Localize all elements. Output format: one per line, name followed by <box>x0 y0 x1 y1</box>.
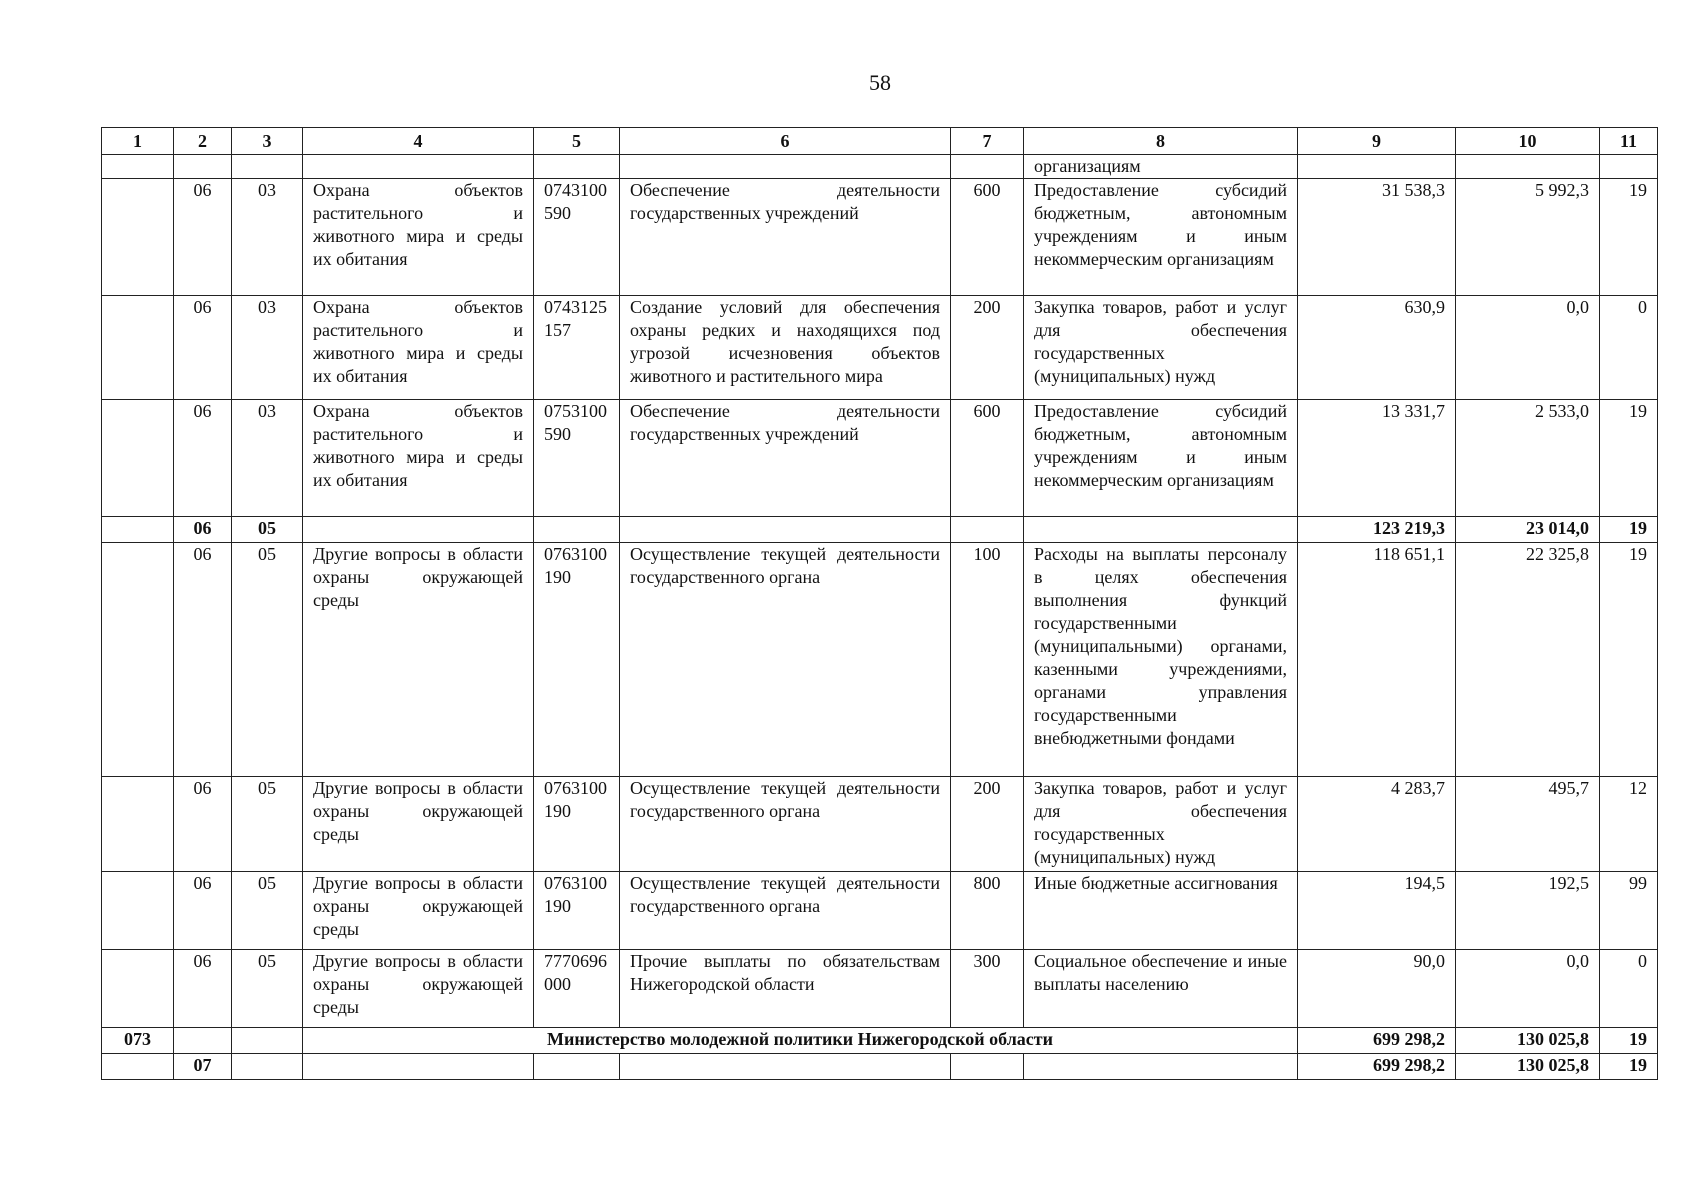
table-row <box>102 777 1658 872</box>
table-row <box>102 872 1658 950</box>
cell-subsection-name <box>303 517 534 543</box>
cell-subsection-name: Охрана объектов растительного и животного мира и среды их обитания <box>303 179 534 296</box>
cell-expense-name: Закупка товаров, работ и услуг для обеспечения государственных (муниципальных) нужд <box>1024 777 1298 872</box>
cell-subsection-name <box>303 1054 534 1080</box>
cell-subsection-name: Другие вопросы в области охраны окружающей среды <box>303 777 534 872</box>
cell-plan: 699 298,2 <box>1298 1054 1456 1080</box>
cell-plan: 4 283,7 <box>1298 777 1456 872</box>
col-header-6: 6 <box>620 128 951 155</box>
cell-expense-name: Иные бюджетные ассигнования <box>1024 872 1298 950</box>
cell-expense-name: Предоставление субсидий бюджетным, автономным учреждениям и иным некоммерческим организациям <box>1024 179 1298 296</box>
cell-actual <box>1456 155 1600 179</box>
cell-plan: 118 651,1 <box>1298 543 1456 777</box>
col-header-9: 9 <box>1298 128 1456 155</box>
cell-plan: 13 331,7 <box>1298 400 1456 517</box>
cell-section: 06 <box>174 777 232 872</box>
cell-percent: 0 <box>1600 950 1658 1028</box>
cell-target-code: 7770696000 <box>534 950 620 1028</box>
cell-subsection <box>232 1054 303 1080</box>
col-header-10: 10 <box>1456 128 1600 155</box>
cell-admin-code <box>102 950 174 1028</box>
cell-admin-code <box>102 543 174 777</box>
cell-section: 06 <box>174 179 232 296</box>
cell-subsection <box>232 1028 303 1054</box>
cell-subsection-name: Другие вопросы в области охраны окружающей среды <box>303 950 534 1028</box>
cell-section: 06 <box>174 400 232 517</box>
cell-expense-type: 300 <box>951 950 1024 1028</box>
cell-subsection: 03 <box>232 400 303 517</box>
cell-admin-code <box>102 1054 174 1080</box>
cell-subsection: 03 <box>232 296 303 400</box>
cell-section <box>174 1028 232 1054</box>
section-row <box>102 1054 1658 1080</box>
cell-admin-code <box>102 777 174 872</box>
cell-percent: 12 <box>1600 777 1658 872</box>
cell-percent: 19 <box>1600 543 1658 777</box>
cell-actual: 192,5 <box>1456 872 1600 950</box>
cell-subsection: 05 <box>232 950 303 1028</box>
col-header-11: 11 <box>1600 128 1658 155</box>
page-number: 58 <box>869 70 891 95</box>
cell-expense-name: Социальное обеспечение и иные выплаты населению <box>1024 950 1298 1028</box>
cell-actual: 130 025,8 <box>1456 1028 1600 1054</box>
cell-actual: 5 992,3 <box>1456 179 1600 296</box>
cell-expense-name: Закупка товаров, работ и услуг для обеспечения государственных (муниципальных) нужд <box>1024 296 1298 400</box>
cell-subsection-name: Другие вопросы в области охраны окружающей среды <box>303 872 534 950</box>
table-row <box>102 296 1658 400</box>
cell-subsection-name <box>303 155 534 179</box>
col-header-5: 5 <box>534 128 620 155</box>
col-header-8: 8 <box>1024 128 1298 155</box>
cell-section: 06 <box>174 517 232 543</box>
cell-target-name: Прочие выплаты по обязательствам Нижегородской области <box>620 950 951 1028</box>
cell-expense-type: 800 <box>951 872 1024 950</box>
cell-target-name: Обеспечение деятельности государственных учреждений <box>620 400 951 517</box>
cell-subsection-name: Охрана объектов растительного и животного мира и среды их обитания <box>303 296 534 400</box>
cell-plan: 123 219,3 <box>1298 517 1456 543</box>
cell-target-name: Осуществление текущей деятельности государственного органа <box>620 777 951 872</box>
cell-percent: 19 <box>1600 179 1658 296</box>
cell-actual: 23 014,0 <box>1456 517 1600 543</box>
cell-percent: 19 <box>1600 400 1658 517</box>
cell-subsection-name: Другие вопросы в области охраны окружающей среды <box>303 543 534 777</box>
cell-target-name <box>620 155 951 179</box>
cell-target-code: 0763100190 <box>534 777 620 872</box>
cell-section: 06 <box>174 872 232 950</box>
cell-expense-type: 600 <box>951 179 1024 296</box>
cell-expense-name: Расходы на выплаты персоналу в целях обеспечения выполнения функций государственными (муниципальными) органами, казенными учреждениями, органами управления государственными внебюджетными фондами <box>1024 543 1298 777</box>
col-header-1: 1 <box>102 128 174 155</box>
subtotal-row <box>102 517 1658 543</box>
cell-admin-code <box>102 872 174 950</box>
cell-actual: 130 025,8 <box>1456 1054 1600 1080</box>
cell-actual: 22 325,8 <box>1456 543 1600 777</box>
cell-plan: 90,0 <box>1298 950 1456 1028</box>
col-header-2: 2 <box>174 128 232 155</box>
cell-subsection-name: Охрана объектов растительного и животного мира и среды их обитания <box>303 400 534 517</box>
cell-admin-code <box>102 179 174 296</box>
cell-target-code: 0753100590 <box>534 400 620 517</box>
cell-target-name <box>620 517 951 543</box>
cell-target-name <box>620 1054 951 1080</box>
cell-percent: 19 <box>1600 1054 1658 1080</box>
cell-target-code: 0763100190 <box>534 872 620 950</box>
cell-target-name: Осуществление текущей деятельности государственного органа <box>620 872 951 950</box>
cell-actual: 0,0 <box>1456 296 1600 400</box>
cell-section <box>174 155 232 179</box>
table-row <box>102 179 1658 296</box>
table-row <box>102 155 1658 179</box>
cell-expense-name <box>1024 517 1298 543</box>
cell-subsection: 05 <box>232 872 303 950</box>
budget-table <box>101 127 1658 1080</box>
cell-admin-code: 073 <box>102 1028 174 1054</box>
table-row <box>102 950 1658 1028</box>
cell-expense-type <box>951 517 1024 543</box>
ministry-row <box>102 1028 1658 1054</box>
cell-admin-code <box>102 400 174 517</box>
cell-section: 06 <box>174 543 232 777</box>
cell-target-code <box>534 517 620 543</box>
cell-target-code <box>534 1054 620 1080</box>
cell-section: 06 <box>174 950 232 1028</box>
cell-plan <box>1298 155 1456 179</box>
cell-expense-name <box>1024 1054 1298 1080</box>
table-row <box>102 543 1658 777</box>
cell-actual: 2 533,0 <box>1456 400 1600 517</box>
cell-subsection: 03 <box>232 179 303 296</box>
col-header-4: 4 <box>303 128 534 155</box>
cell-expense-type: 600 <box>951 400 1024 517</box>
cell-target-code: 0763100190 <box>534 543 620 777</box>
ministry-title: Министерство молодежной политики Нижегородской области <box>303 1028 1298 1054</box>
cell-expense-type: 200 <box>951 296 1024 400</box>
cell-expense-type: 200 <box>951 777 1024 872</box>
cell-subsection: 05 <box>232 543 303 777</box>
cell-percent: 19 <box>1600 1028 1658 1054</box>
cell-percent <box>1600 155 1658 179</box>
cell-expense-type: 100 <box>951 543 1024 777</box>
cell-admin-code <box>102 517 174 543</box>
cell-target-name: Обеспечение деятельности государственных учреждений <box>620 179 951 296</box>
cell-percent: 99 <box>1600 872 1658 950</box>
cell-actual: 0,0 <box>1456 950 1600 1028</box>
cell-target-code <box>534 155 620 179</box>
cell-section: 06 <box>174 296 232 400</box>
cell-plan: 194,5 <box>1298 872 1456 950</box>
table-row <box>102 400 1658 517</box>
cell-expense-type <box>951 1054 1024 1080</box>
cell-admin-code <box>102 155 174 179</box>
cell-actual: 495,7 <box>1456 777 1600 872</box>
cell-expense-name: организациям <box>1024 155 1298 179</box>
cell-subsection: 05 <box>232 777 303 872</box>
cell-expense-type <box>951 155 1024 179</box>
cell-plan: 630,9 <box>1298 296 1456 400</box>
cell-section: 07 <box>174 1054 232 1080</box>
header-row <box>102 128 1658 155</box>
cell-admin-code <box>102 296 174 400</box>
cell-target-name: Осуществление текущей деятельности государственного органа <box>620 543 951 777</box>
col-header-7: 7 <box>951 128 1024 155</box>
col-header-3: 3 <box>232 128 303 155</box>
cell-percent: 0 <box>1600 296 1658 400</box>
cell-target-code: 0743125157 <box>534 296 620 400</box>
cell-target-code: 0743100590 <box>534 179 620 296</box>
cell-plan: 699 298,2 <box>1298 1028 1456 1054</box>
cell-percent: 19 <box>1600 517 1658 543</box>
cell-expense-name: Предоставление субсидий бюджетным, автономным учреждениям и иным некоммерческим организациям <box>1024 400 1298 517</box>
cell-plan: 31 538,3 <box>1298 179 1456 296</box>
cell-subsection <box>232 155 303 179</box>
cell-subsection: 05 <box>232 517 303 543</box>
cell-target-name: Создание условий для обеспечения охраны редких и находящихся под угрозой исчезновения объектов животного и растительного мира <box>620 296 951 400</box>
